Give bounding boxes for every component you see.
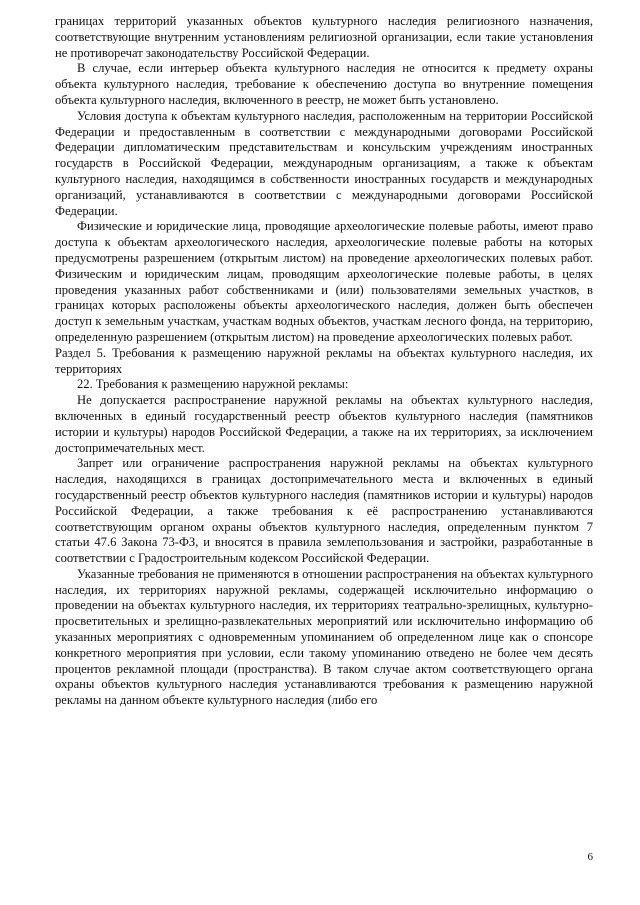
paragraph: Физические и юридические лица, проводящие археологические полевые работы, имеют право доступа к объектам археологического наследия, археологические полевые работы на которых предусмотрены разрешением (открытым листом) на проведение археологических полевых работ. Физическим и юридическим лицам, проводящим археологические полевые работы, в целях проведения указанных работ собственниками и (или) пользователями земельных участков, в границах которых расположены объекты археологического наследия, должен быть обеспечен доступ к земельным участкам, участкам водных объектов, участкам лесного фонда, на территорию, определенную разрешением (открытым листом) на проведение археологических полевых работ. (55, 219, 593, 344)
paragraph: 22. Требования к размещению наружной рекламы: (77, 377, 349, 392)
paragraph: В случае, если интерьер объекта культурного наследия не относится к предмету охраны объекта культурного наследия, требование к обеспечению доступа во внутренние помещения объекта культурного наследия, включенного в реестр, не может быть установлено. (55, 61, 593, 107)
document-page (55, 14, 593, 709)
paragraph: Условия доступа к объектам культурного наследия, расположенным на территории Российской Федерации и предоставленным в соответствии с международными договорами Российской Федерации дипломатическим представительствам и консульским учреждениям иностранных государств в Российской Федерации, международным организациям, а также к объектам культурного наследия, находящимся в собственности иностранных государств и международных организаций, устанавливаются в соответствии с международными договорами Российской Федерации. (55, 108, 593, 218)
paragraph: Указанные требования не применяются в отношении распространения на объектах культурного наследия, их территориях наружной рекламы, содержащей исключительно информацию о проведении на объектах культурного наследия, их территориях театрально-зрелищных, культурно-просветительных и зрелищно-развлекательных мероприятий или исключительно информацию об указанных мероприятиях с одновременным упоминанием об определенном лице как о спонсоре конкретного мероприятия при условии, если такому упоминанию отведено не более чем десять процентов рекламной площади (пространства). В таком случае актом соответствующего органа охраны объектов культурного наследия устанавливаются требования к размещению наружной рекламы на данном объекте культурного наследия (либо его (55, 566, 593, 708)
section-heading: Раздел 5. Требования к размещению наружной рекламы на объектах культурного наследия, их территориях (55, 345, 593, 376)
section-body-bottom (55, 377, 593, 709)
page-number: 6 (587, 851, 593, 863)
section-body-top (55, 14, 593, 346)
paragraph: Не допускается распространение наружной рекламы на объектах культурного наследия, включенных в единый государственный реестр объектов культурного наследия (памятников истории и культуры) народов Российской Федерации, а также на их территориях, за исключением достопримечательных мест. (55, 393, 593, 455)
paragraph: границах территорий указанных объектов культурного наследия религиозного назначения, соответствующие внутренним установлениям религиозной организации, если такие установления не противоречат законодательству Российской Федерации. (55, 14, 593, 60)
paragraph: Запрет или ограничение распространения наружной рекламы на объектах культурного наследия, находящихся в границах достопримечательного места и включенных в единый государственный реестр объектов культурного наследия (памятников истории и культуры) народов Российской Федерации, а также требования к её распространению устанавливаются соответствующим органом охраны объектов культурного наследия, определенным пунктом 7 статьи 47.6 Закона 73-ФЗ, и вносятся в правила землепользования и застройки, разработанные в соответствии с Градостроительным кодексом Российской Федерации. (55, 456, 593, 566)
